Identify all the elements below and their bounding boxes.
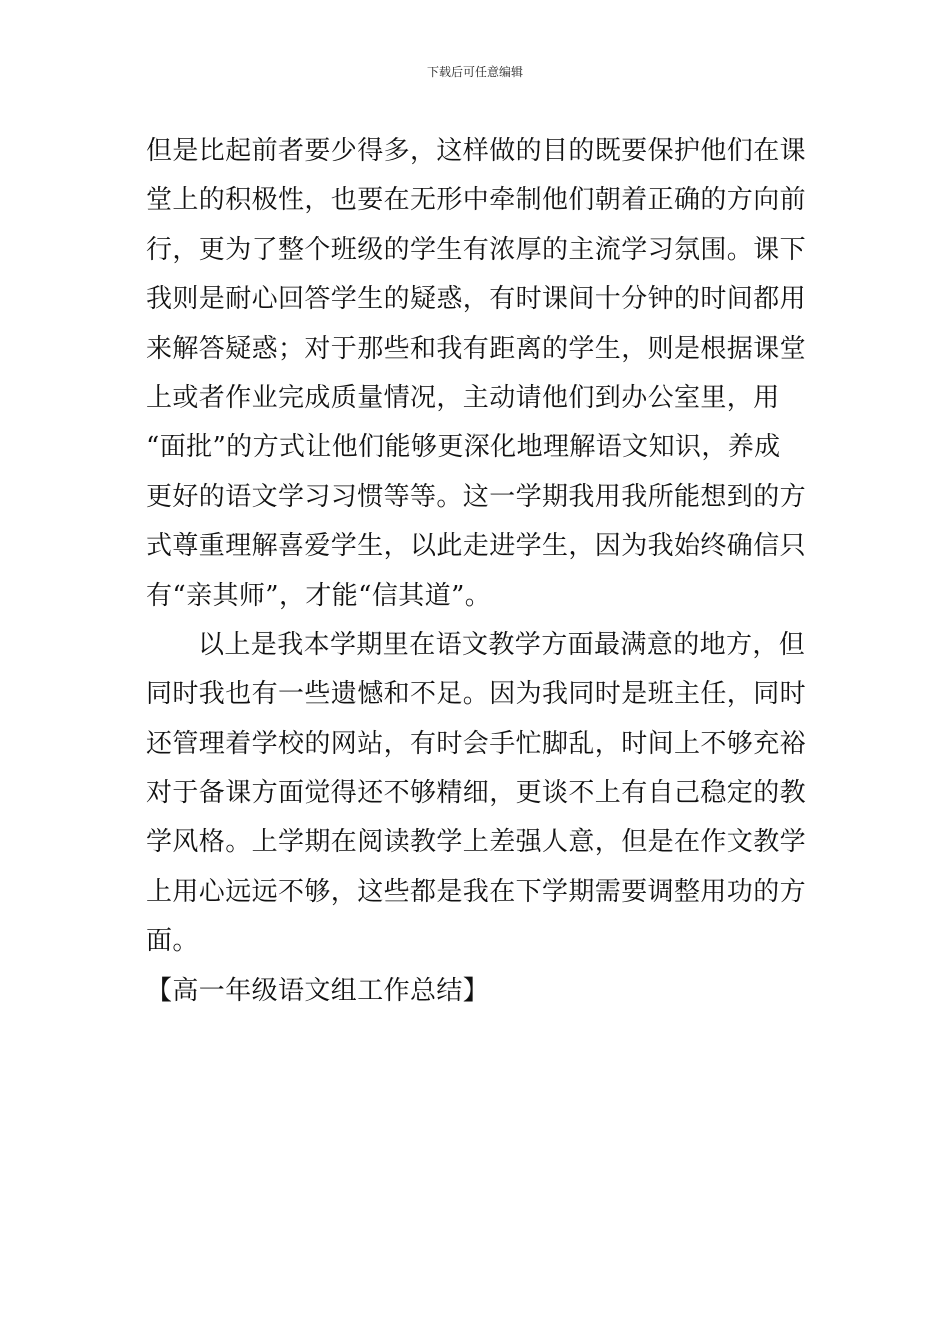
text-line: 同时我也有一些遗憾和不足。因为我同时是班主任，同时 bbox=[146, 679, 807, 710]
text-line: 学风格。上学期在阅读教学上差强人意，但是在作文教学 bbox=[146, 827, 807, 858]
text-line: 式尊重理解喜爱学生，以此走进学生，因为我始终确信只 bbox=[146, 531, 807, 562]
page-header: 下载后可任意编辑 bbox=[426, 65, 523, 79]
text-line: 但是比起前者要少得多，这样做的目的既要保护他们在课 bbox=[146, 136, 807, 166]
text-line: 堂上的积极性，也要在无形中牵制他们朝着正确的方向前 bbox=[146, 185, 807, 216]
section-heading: 【高一年级语文组工作总结】 bbox=[146, 975, 490, 1006]
text-line: 上用心远远不够，这些都是我在下学期需要调整用功的方 bbox=[146, 876, 807, 907]
document-body bbox=[146, 127, 826, 1016]
text-line: 来解答疑惑；对于那些和我有距离的学生，则是根据课堂 bbox=[146, 333, 807, 364]
text-line: 对于备课方面觉得还不够精细，更谈不上有自己稳定的教 bbox=[146, 778, 807, 809]
text-line: 有“亲其师”，才能“信其道”。 bbox=[146, 580, 492, 611]
text-line: 还管理着学校的网站，有时会手忙脚乱，时间上不够充裕 bbox=[146, 728, 807, 759]
paragraph-1 bbox=[146, 127, 826, 621]
section-heading-block bbox=[146, 967, 826, 1016]
text-line: 更好的语文学习习惯等等。这一学期我用我所能想到的方 bbox=[146, 481, 807, 512]
text-line: 以上是我本学期里在语文教学方面最满意的地方，但 bbox=[198, 629, 806, 660]
text-line: 面。 bbox=[146, 926, 199, 957]
text-line: 我则是耐心回答学生的疑惑，有时课间十分钟的时间都用 bbox=[146, 284, 807, 315]
paragraph-2 bbox=[146, 621, 826, 967]
text-line: 上或者作业完成质量情况，主动请他们到办公室里，用 bbox=[146, 382, 780, 413]
text-line: “面批”的方式让他们能够更深化地理解语文知识，养成 bbox=[146, 432, 781, 463]
text-line: 行，更为了整个班级的学生有浓厚的主流学习氛围。课下 bbox=[146, 234, 807, 265]
